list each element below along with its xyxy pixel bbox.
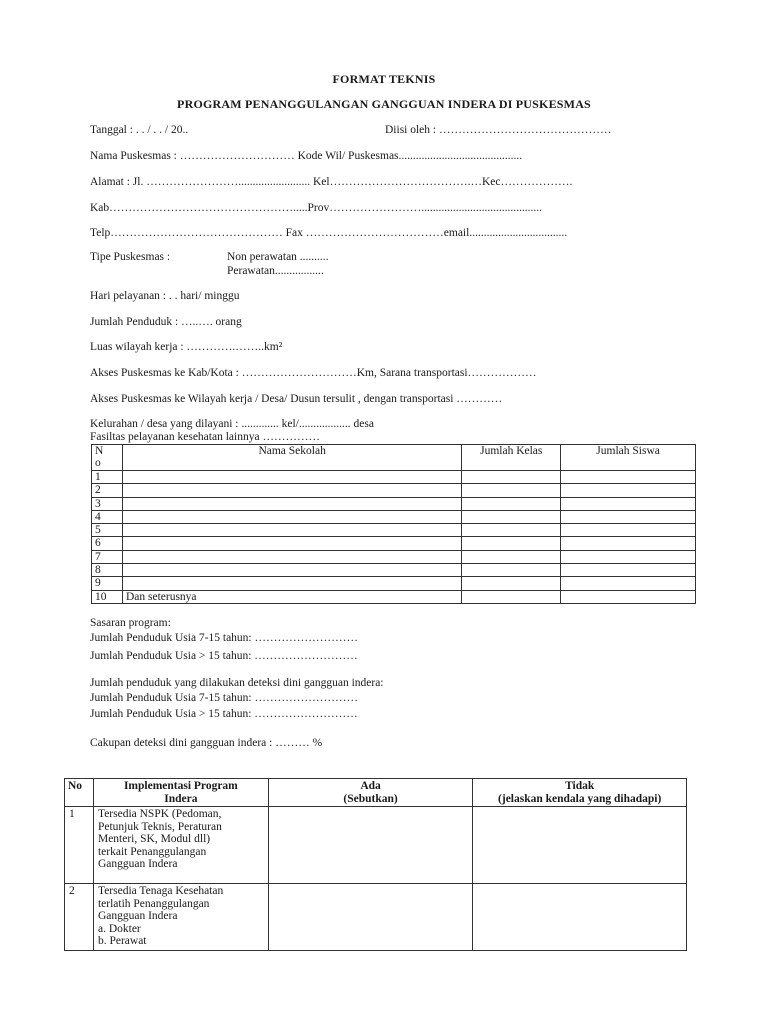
school-table <box>91 444 696 604</box>
row-number: 3 <box>92 497 123 510</box>
row-number: 4 <box>92 510 123 523</box>
deteksi-usia-7-15-field[interactable]: Jumlah Penduduk Usia 7-15 tahun: ……………………… <box>90 692 358 704</box>
jumlah-siswa-cell[interactable] <box>561 524 696 537</box>
school-table-header <box>92 445 696 471</box>
nama-sekolah-cell[interactable] <box>122 537 461 550</box>
nama-sekolah-cell[interactable] <box>122 524 461 537</box>
header-implementasi: Implementasi Program Indera <box>93 779 268 807</box>
jumlah-kelas-cell[interactable] <box>462 577 561 590</box>
tanggal-field[interactable]: Tanggal : . . / . . / 20.. <box>90 124 189 136</box>
jumlah-kelas-cell[interactable] <box>462 484 561 497</box>
kab-field[interactable]: Kab………………………………………….....Prov…………………….......................................... <box>90 202 543 214</box>
row-number: 8 <box>92 564 123 577</box>
header-ada: Ada (Sebutkan) <box>268 779 473 807</box>
jumlah-kelas-cell[interactable] <box>462 524 561 537</box>
jumlah-kelas-cell[interactable] <box>462 550 561 563</box>
nama-sekolah-cell[interactable] <box>122 564 461 577</box>
akses-wilayah-field[interactable]: Akses Puskesmas ke Wilayah kerja / Desa/ Dusun tersulit , dengan transportasi ………… <box>90 393 503 405</box>
table-row <box>92 550 696 563</box>
document-subtitle: PROGRAM PENANGGULANGAN GANGGUAN INDERA DI PUSKESMAS <box>177 97 591 111</box>
jumlah-siswa-cell[interactable] <box>561 550 696 563</box>
hari-pelayanan-field[interactable]: Hari pelayanan : . . hari/ minggu <box>90 290 240 302</box>
jumlah-siswa-cell[interactable] <box>561 471 696 484</box>
tipe-perawatan-option[interactable]: Perawatan................. <box>227 265 324 277</box>
implementasi-cell: Tersedia NSPK (Pedoman, Petunjuk Teknis, Peraturan Menteri, SK, Modul dll) terkait Penanggulangan Gangguan Indera <box>93 807 268 884</box>
table-row <box>65 884 687 951</box>
table-row <box>92 524 696 537</box>
jumlah-siswa-cell[interactable] <box>561 577 696 590</box>
nama-sekolah-cell[interactable] <box>122 577 461 590</box>
nama-sekolah-cell[interactable]: Dan seterusnya <box>122 590 461 603</box>
table-row <box>92 564 696 577</box>
akses-kab-field[interactable]: Akses Puskesmas ke Kab/Kota : …………………………Km, Sarana transportasi……………… <box>90 367 537 379</box>
row-number: 1 <box>65 807 94 884</box>
jumlah-siswa-cell[interactable] <box>561 484 696 497</box>
header-jumlah-kelas: Jumlah Kelas <box>462 445 561 471</box>
sasaran-usia-7-15-field[interactable]: Jumlah Penduduk Usia 7-15 tahun: ……………………… <box>90 632 358 644</box>
jumlah-siswa-cell[interactable] <box>561 590 696 603</box>
jumlah-siswa-cell[interactable] <box>561 537 696 550</box>
jumlah-kelas-cell[interactable] <box>462 471 561 484</box>
table-row <box>65 807 687 884</box>
header-tidak: Tidak (jelaskan kendala yang dihadapi) <box>473 779 687 807</box>
table-row <box>92 484 696 497</box>
telp-field[interactable]: Telp……………………………………… Fax ………………………………email.................................. <box>90 227 568 239</box>
row-number: 2 <box>65 884 94 951</box>
table-row <box>92 577 696 590</box>
diisi-oleh-field[interactable]: Diisi oleh : ……………………………………… <box>385 124 612 136</box>
jumlah-siswa-cell[interactable] <box>561 564 696 577</box>
fasilitas-field[interactable]: Fasiltas pelayanan kesehatan lainnya …………… <box>90 431 320 443</box>
kelurahan-field[interactable]: Kelurahan / desa yang dilayani : ............. kel/.................. desa <box>90 418 374 430</box>
table-row <box>92 471 696 484</box>
header-jumlah-siswa: Jumlah Siswa <box>561 445 696 471</box>
row-number: 5 <box>92 524 123 537</box>
nama-sekolah-cell[interactable] <box>122 484 461 497</box>
table-row <box>92 510 696 523</box>
row-number: 7 <box>92 550 123 563</box>
jumlah-kelas-cell[interactable] <box>462 510 561 523</box>
sasaran-usia-15-plus-field[interactable]: Jumlah Penduduk Usia > 15 tahun: ……………………… <box>90 650 358 662</box>
deteksi-heading: Jumlah penduduk yang dilakukan deteksi dini gangguan indera: <box>90 677 384 689</box>
row-number: 2 <box>92 484 123 497</box>
header-nama-sekolah: Nama Sekolah <box>122 445 461 471</box>
deteksi-usia-15-plus-field[interactable]: Jumlah Penduduk Usia > 15 tahun: ……………………… <box>90 708 358 720</box>
ada-cell[interactable] <box>268 884 473 951</box>
cakupan-field[interactable]: Cakupan deteksi dini gangguan indera : ……… % <box>90 737 323 749</box>
document-title: FORMAT TEKNIS <box>332 72 436 86</box>
luas-wilayah-field[interactable]: Luas wilayah kerja : ………….……..km² <box>90 341 283 353</box>
jumlah-siswa-cell[interactable] <box>561 497 696 510</box>
row-number: 10 <box>92 590 123 603</box>
nama-sekolah-cell[interactable] <box>122 550 461 563</box>
tidak-cell[interactable] <box>473 807 687 884</box>
nama-puskesmas-field[interactable]: Nama Puskesmas : ………………………… Kode Wil/ Puskesmas........................................... <box>90 150 523 162</box>
table-row <box>92 497 696 510</box>
row-number: 9 <box>92 577 123 590</box>
jumlah-kelas-cell[interactable] <box>462 590 561 603</box>
alamat-field[interactable]: Alamat : Jl. ……………………......................... Kel……………………………….…Kec………………. <box>90 176 573 188</box>
nama-sekolah-cell[interactable] <box>122 497 461 510</box>
header-no: N o <box>92 445 123 471</box>
tipe-puskesmas-label: Tipe Puskesmas : <box>90 251 171 263</box>
tidak-cell[interactable] <box>473 884 687 951</box>
jumlah-siswa-cell[interactable] <box>561 510 696 523</box>
jumlah-kelas-cell[interactable] <box>462 497 561 510</box>
tipe-non-perawatan-option[interactable]: Non perawatan .......... <box>227 251 329 263</box>
sasaran-heading: Sasaran program: <box>90 617 171 629</box>
row-number: 6 <box>92 537 123 550</box>
jumlah-penduduk-field[interactable]: Jumlah Penduduk : …..…. orang <box>90 316 242 328</box>
jumlah-kelas-cell[interactable] <box>462 564 561 577</box>
row-number: 1 <box>92 471 123 484</box>
nama-sekolah-cell[interactable] <box>122 471 461 484</box>
header-no: No <box>65 779 94 807</box>
table-row <box>92 537 696 550</box>
implementation-table <box>64 778 687 951</box>
implementasi-cell: Tersedia Tenaga Kesehatan terlatih Penanggulangan Gangguan Indera a. Dokter b. Perawat <box>93 884 268 951</box>
jumlah-kelas-cell[interactable] <box>462 537 561 550</box>
ada-cell[interactable] <box>268 807 473 884</box>
nama-sekolah-cell[interactable] <box>122 510 461 523</box>
table-row <box>92 590 696 603</box>
implementation-table-header <box>65 779 687 807</box>
